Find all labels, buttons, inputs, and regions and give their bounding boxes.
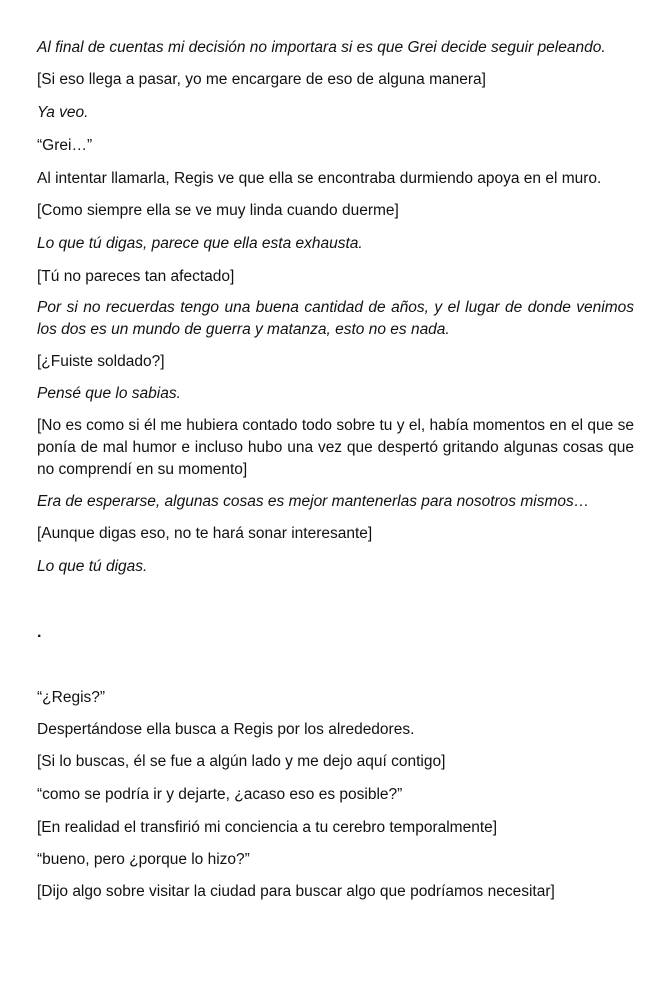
paragraph-2: [Si eso llega a pasar, yo me encargare de eso de alguna manera] [37,71,486,88]
paragraph-18: [Si lo buscas, él se fue a algún lado y me dejo aquí contigo] [37,753,446,770]
scene-separator: . [37,624,42,641]
paragraph-13: Era de esperarse, algunas cosas es mejor mantenerlas para nosotros mismos… [37,493,590,510]
paragraph-21: “bueno, pero ¿porque lo hizo?” [37,851,250,868]
paragraph-3: Ya veo. [37,104,89,121]
paragraph-9: Por si no recuerdas tengo una buena cantidad de años, y el lugar de donde venimos los dos es un mundo de guerra y matanza, esto no es nada. [37,299,634,338]
paragraph-19: “como se podría ir y dejarte, ¿acaso eso es posible?” [37,786,403,803]
paragraph-17: Despertándose ella busca a Regis por los alrededores. [37,721,415,738]
paragraph-1: Al final de cuentas mi decisión no importara si es que Grei decide seguir peleando. [37,39,606,56]
paragraph-16: “¿Regis?” [37,689,106,706]
paragraph-5: Al intentar llamarla, Regis ve que ella se encontraba durmiendo apoya en el muro. [37,170,602,187]
paragraph-20: [En realidad el transfirió mi conciencia a tu cerebro temporalmente] [37,819,498,836]
paragraph-8: [Tú no pareces tan afectado] [37,268,235,285]
paragraph-11: Pensé que lo sabias. [37,385,181,402]
paragraph-15: Lo que tú digas. [37,558,148,575]
paragraph-4: “Grei…” [37,137,93,154]
paragraph-7: Lo que tú digas, parece que ella esta exhausta. [37,235,363,252]
paragraph-6: [Como siempre ella se ve muy linda cuando duerme] [37,202,399,219]
paragraph-12: [No es como si él me hubiera contado todo sobre tu y el, había momentos en el que se ponía de mal humor e incluso hubo una vez que despertó gritando algunas cosas que no comprendí en su momento] [37,417,634,478]
paragraph-22: [Dijo algo sobre visitar la ciudad para buscar algo que podríamos necesitar] [37,883,555,900]
paragraph-14: [Aunque digas eso, no te hará sonar interesante] [37,525,373,542]
paragraph-10: [¿Fuiste soldado?] [37,353,165,370]
